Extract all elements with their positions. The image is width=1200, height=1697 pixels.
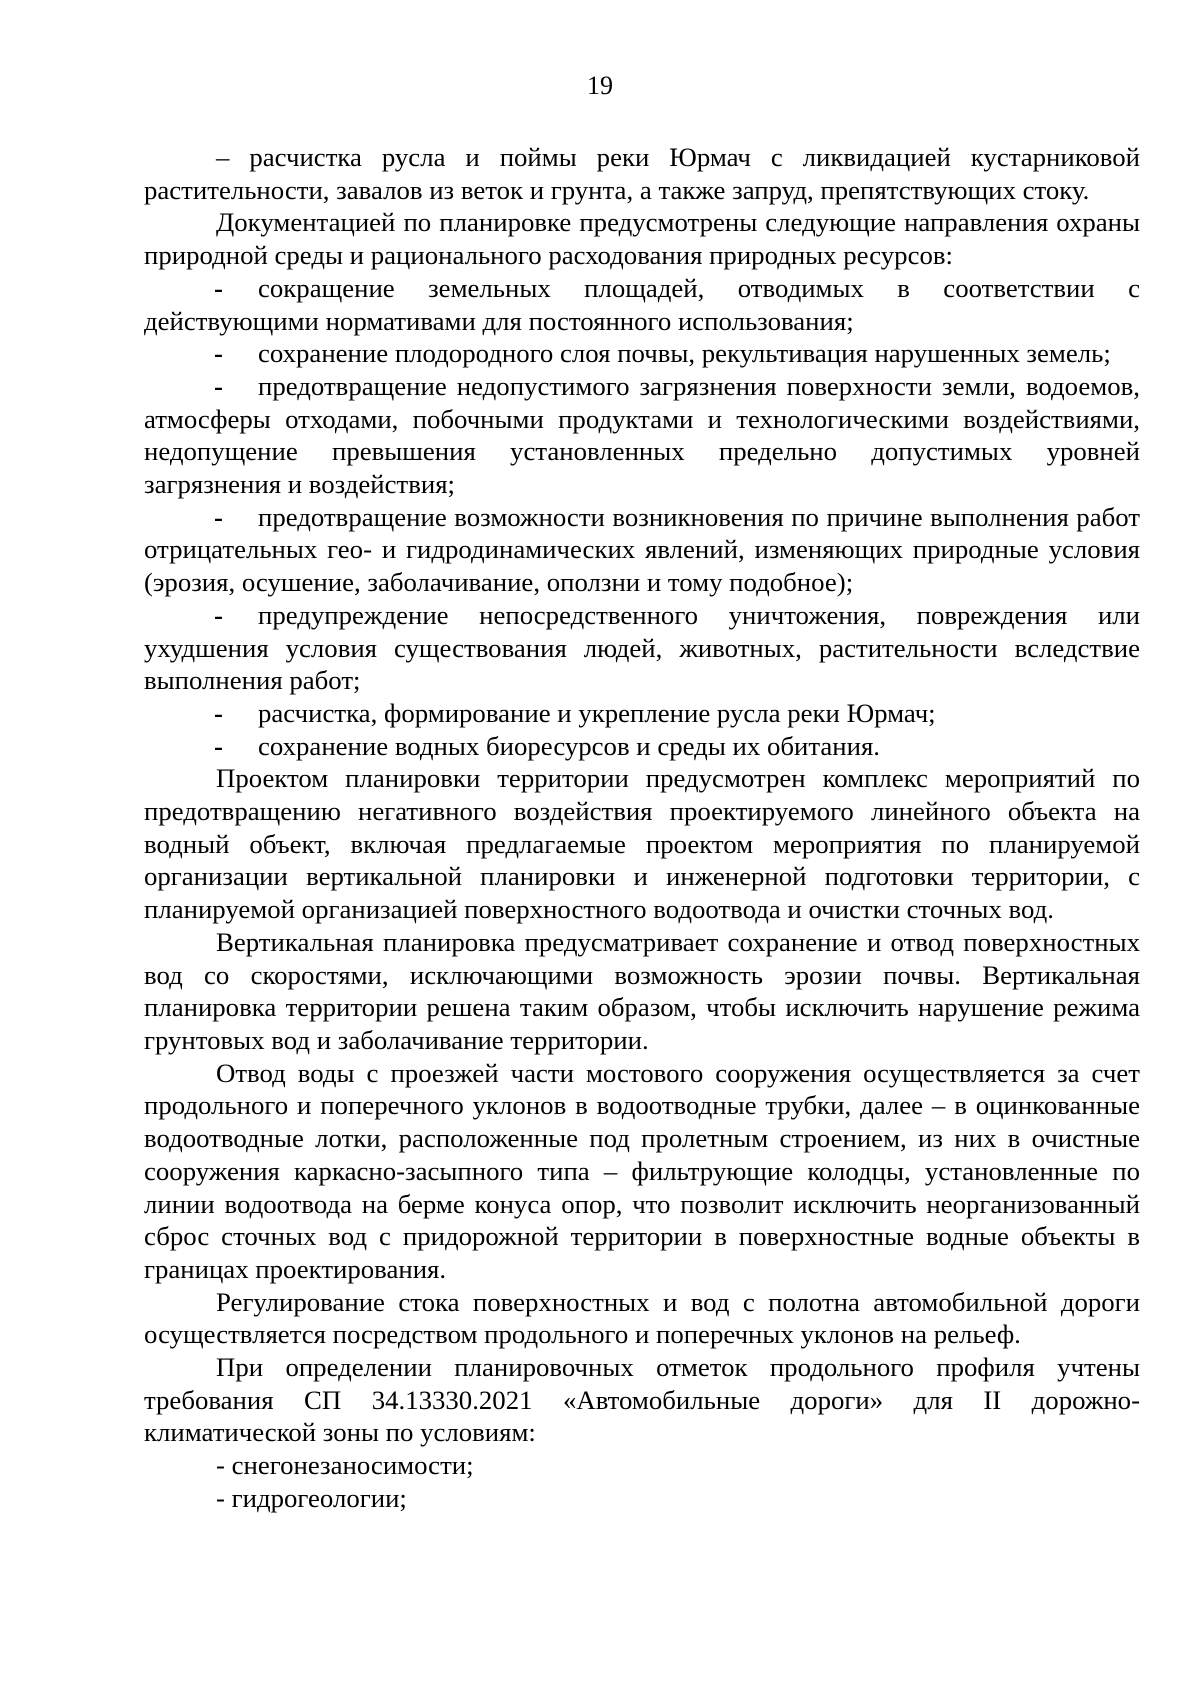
paragraph-vertical-planning: Вертикальная планировка предусматривает сохранение и отвод поверхностных вод со скоростями, исключающими возможность эрозии почвы. Вертикальная планировка территории решена таким образом, чтобы исключить нарушение режима грунтовых вод и заболачивание территории. xyxy=(144,926,1140,1055)
list-item: - гидрогеологии; xyxy=(216,1482,407,1513)
list-item-text: предупреждение непосредственного уничтожения, повреждения или ухудшения условия существования людей, животных, растительности вследствие выполнения работ; xyxy=(144,599,1140,696)
list-item-text: предотвращение недопустимого загрязнения поверхности земли, водоемов, атмосферы отходами, побочными продуктами и технологическими воздействиями, недопущение превышения установленных предельно допустимых уровней загрязнения и воздействия; xyxy=(144,370,1140,500)
bullet-marker: - xyxy=(214,370,223,401)
paragraph-protection-intro: Документацией по планировке предусмотрены следующие направления охраны природной среды и рационального расходования природных ресурсов: xyxy=(144,207,1140,271)
list-item xyxy=(144,337,1140,370)
list-item: - снегонезаносимости; xyxy=(216,1450,474,1481)
paragraph-runoff-regulation: Регулирование стока поверхностных и вод с полотна автомобильной дороги осуществляется посредством продольного и поперечных уклонов на рельеф. xyxy=(144,1286,1140,1350)
bullet-marker: - xyxy=(214,501,223,532)
bullet-marker: - xyxy=(214,272,223,303)
list-item-text: предотвращение возможности возникновения по причине выполнения работ отрицательных гео- и гидродинамических явлений, изменяющих природные условия (эрозия, осушение, заболачивание, оползни и тому подобное); xyxy=(144,501,1140,598)
list-item-text: сокращение земельных площадей, отводимых в соответствии с действующими нормативами для постоянного использования; xyxy=(144,272,1140,336)
list-item xyxy=(144,272,1140,337)
list-item-text: сохранение водных биоресурсов и среды их обитания. xyxy=(258,730,880,761)
list-item-text: сохранение плодородного слоя почвы, рекультивация нарушенных земель; xyxy=(258,338,1111,369)
bullet-marker: - xyxy=(214,697,223,728)
bullet-marker: - xyxy=(214,730,223,761)
paragraph-water-drainage: Отвод воды с проезжей части мостового сооружения осуществляется за счет продольного и поперечного уклонов в водоотводные трубки, далее – в оцинкованные водоотводные лотки, расположенные под пролетным строением, из них в очистные сооружения каркасно-засыпного типа – фильтрующие колодцы, установленные по линии водоотвода на берме конуса опор, что позволит исключить неорганизованный сброс сточных вод с придорожной территории в поверхностные водные объекты в границах проектирования. xyxy=(144,1057,1140,1284)
list-item xyxy=(144,697,1140,730)
list-item-text: расчистка, формирование и укрепление русла реки Юрмач; xyxy=(258,697,936,728)
bullet-marker: - xyxy=(214,338,223,369)
bullet-marker: - xyxy=(214,599,223,630)
paragraph-profile-requirements: При определении планировочных отметок продольного профиля учтены требования СП 34.13330.2021 «Автомобильные дороги» для II дорожно-климатической зоны по условиям: xyxy=(144,1352,1140,1448)
list-item xyxy=(144,599,1140,697)
paragraph-planning-project: Проектом планировки территории предусмотрен комплекс мероприятий по предотвращению негативного воздействия проектируемого линейного объекта на водный объект, включая предлагаемые проектом мероприятия по планируемой организации вертикальной планировки и инженерной подготовки территории, с планируемой организацией поверхностного водоотвода и очистки сточных вод. xyxy=(144,763,1140,925)
list-item xyxy=(144,730,1140,763)
document-body xyxy=(144,141,1140,1515)
list-item xyxy=(144,370,1140,501)
list-item xyxy=(144,501,1140,599)
paragraph-river-clearing: – расчистка русла и поймы реки Юрмач с ликвидацией кустарниковой растительности, завалов из веток и грунта, а также запруд, препятствующих стоку. xyxy=(144,142,1140,205)
page-number: 19 xyxy=(587,71,613,100)
